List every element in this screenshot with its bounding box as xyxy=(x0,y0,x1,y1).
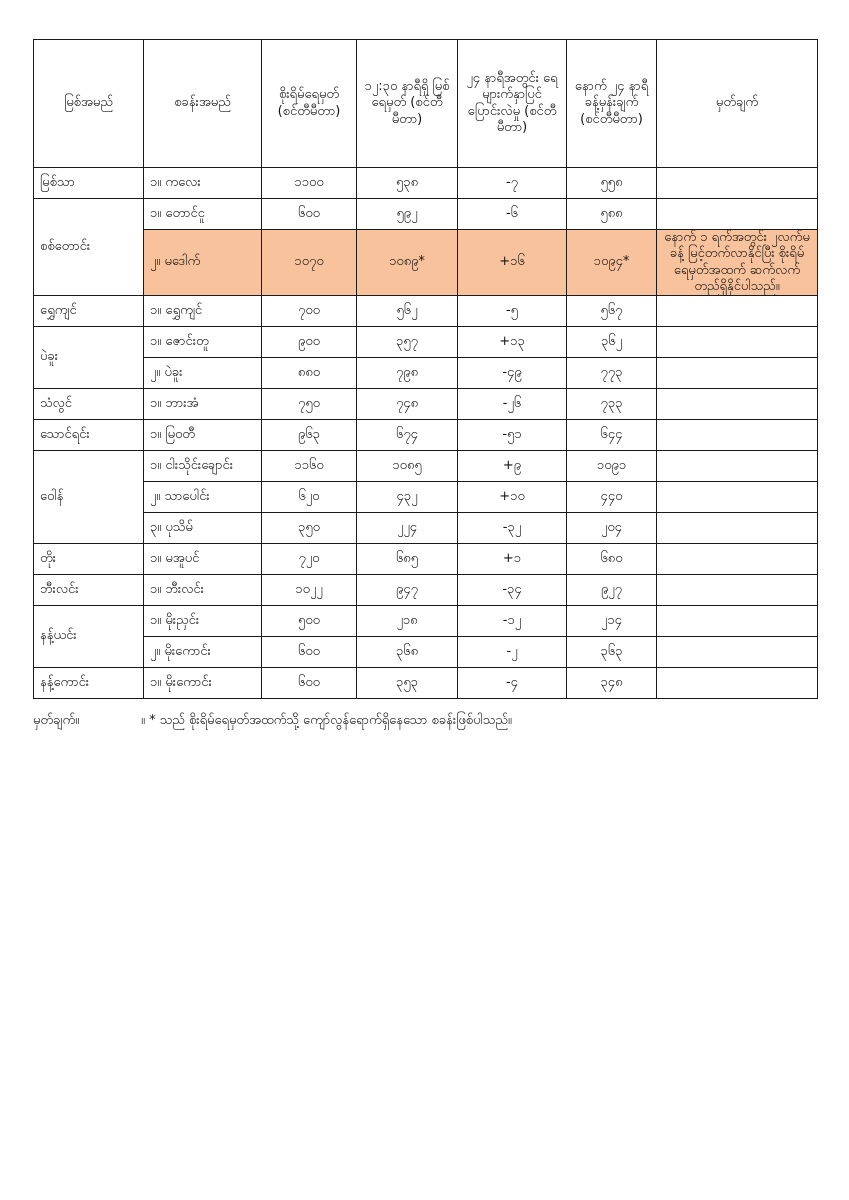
level-change-cell: -၅၁ xyxy=(458,420,567,451)
current-level-cell: ၇၉၈ xyxy=(357,358,458,389)
danger-level-cell: ၅၀၀ xyxy=(262,606,357,637)
remark-cell xyxy=(657,327,818,358)
remark-cell xyxy=(657,199,818,230)
remark-cell xyxy=(657,575,818,606)
danger-level-cell: ၆၀၀ xyxy=(262,668,357,699)
level-change-cell: +၁၀ xyxy=(458,482,567,513)
forecast-cell: ၇၇၃ xyxy=(567,358,657,389)
danger-level-cell: ၇၅၀ xyxy=(262,389,357,420)
level-change-cell: -၂ xyxy=(458,637,567,668)
station-name-cell: ၁။ ရွှေကျင် xyxy=(144,296,262,327)
forecast-cell: ၁၀၉၁ xyxy=(567,451,657,482)
danger-level-cell: ၇၂၀ xyxy=(262,544,357,575)
table-row xyxy=(34,420,818,451)
current-level-cell: ၇၄၈ xyxy=(357,389,458,420)
header-river-name: မြစ်အမည် xyxy=(34,40,144,168)
header-24h-change: ၂၄ နာရီအတွင်း ရေများက်နှာပြင် ပြောင်းလဲမှု (စင်တီမီတာ) xyxy=(458,40,567,168)
station-name-cell: ၁။ ကလေး xyxy=(144,168,262,199)
remark-cell xyxy=(657,451,818,482)
danger-level-cell: ၉၀၀ xyxy=(262,327,357,358)
danger-level-cell: ၁၀၂၂ xyxy=(262,575,357,606)
station-name-cell: ၁။ ဇောင်းတူ xyxy=(144,327,262,358)
station-name-cell: ၂။ မိုးကောင်း xyxy=(144,637,262,668)
level-change-cell: +၉ xyxy=(458,451,567,482)
header-24h-forecast: နောက် ၂၄ နာရီ ခန့်မှန်းချက် (စင်တီမီတာ) xyxy=(567,40,657,168)
level-change-cell: +၁ xyxy=(458,544,567,575)
table-row xyxy=(34,389,818,420)
river-name-cell: နန့်ယင်း xyxy=(34,606,144,668)
danger-level-cell: ၁၁၆၀ xyxy=(262,451,357,482)
remark-cell xyxy=(657,420,818,451)
current-level-cell: ၄၃၂ xyxy=(357,482,458,513)
station-name-cell: ၁။ ငါးသိုင်းချောင်း xyxy=(144,451,262,482)
header-danger-level: စိုးရိမ်ရေမှတ် (စင်တီမီတာ) xyxy=(262,40,357,168)
remark-cell xyxy=(657,513,818,544)
river-level-table xyxy=(33,39,818,699)
current-level-cell: ၅၆၂ xyxy=(357,296,458,327)
remark-cell xyxy=(657,637,818,668)
table-row xyxy=(34,327,818,358)
table-row xyxy=(34,358,818,389)
river-name-cell: ရွှေကျင် xyxy=(34,296,144,327)
forecast-cell: ၄၄၀ xyxy=(567,482,657,513)
forecast-cell: ၂၁၄ xyxy=(567,606,657,637)
danger-level-cell: ၆၀၀ xyxy=(262,637,357,668)
station-name-cell: ၂။ ပဲခူး xyxy=(144,358,262,389)
station-name-cell: ၁။ မြဝတီ xyxy=(144,420,262,451)
station-name-cell: ၁။ ဘားအံ xyxy=(144,389,262,420)
station-name-cell: ၁။ မအူပင် xyxy=(144,544,262,575)
river-name-cell: သံလွင် xyxy=(34,389,144,420)
current-level-cell: ၉၄၇ xyxy=(357,575,458,606)
river-name-cell: ဘီးလင်း xyxy=(34,575,144,606)
forecast-cell: ၃၆၃ xyxy=(567,637,657,668)
station-name-cell: ၁။ တောင်ငူ xyxy=(144,199,262,230)
remark-cell xyxy=(657,606,818,637)
danger-level-cell: ၉၆၃ xyxy=(262,420,357,451)
current-level-cell: ၁၀၈၉* xyxy=(357,230,458,296)
remark-cell xyxy=(657,544,818,575)
river-name-cell: တိုး xyxy=(34,544,144,575)
forecast-cell: ၅၆၇ xyxy=(567,296,657,327)
remark-cell xyxy=(657,482,818,513)
header-remark: မှတ်ချက် xyxy=(657,40,818,168)
current-level-cell: ၃၅၇ xyxy=(357,327,458,358)
level-change-cell: -၃၂ xyxy=(458,513,567,544)
table-row xyxy=(34,230,818,296)
table-row xyxy=(34,544,818,575)
forecast-cell: ၃၄၈ xyxy=(567,668,657,699)
river-name-cell: စစ်တောင်း xyxy=(34,199,144,296)
current-level-cell: ၅၃၈ xyxy=(357,168,458,199)
danger-level-cell: ၈၈၀ xyxy=(262,358,357,389)
station-name-cell: ၂။ မဒေါက် xyxy=(144,230,262,296)
river-name-cell: ပဲခူး xyxy=(34,327,144,389)
danger-level-cell: ၁၀၇၀ xyxy=(262,230,357,296)
forecast-cell: ၃၆၂ xyxy=(567,327,657,358)
river-name-cell: သောင်ရင်း xyxy=(34,420,144,451)
station-name-cell: ၃။ ပုသိမ် xyxy=(144,513,262,544)
footer-label: မှတ်ချက်။ xyxy=(33,713,80,728)
level-change-cell: -၆ xyxy=(458,199,567,230)
current-level-cell: ၃၅၃ xyxy=(357,668,458,699)
remark-cell: နောက် ၁ ရက်အတွင်း ၂လက်မခန့် မြင့်တက်လာနိုင်ပြီး စိုးရိမ်ရေမှတ်အထက် ဆက်လက်တည်ရှိနိုင်ပါသည်။ xyxy=(657,230,818,296)
danger-level-cell: ၃၅၀ xyxy=(262,513,357,544)
footer-note xyxy=(33,712,817,731)
remark-cell xyxy=(657,389,818,420)
forecast-cell: ၁၀၉၄* xyxy=(567,230,657,296)
level-change-cell: +၁၆ xyxy=(458,230,567,296)
table-header-row xyxy=(34,40,818,168)
level-change-cell: +၁၃ xyxy=(458,327,567,358)
table-row xyxy=(34,482,818,513)
header-station-name: စခန်းအမည် xyxy=(144,40,262,168)
current-level-cell: ၂၁၈ xyxy=(357,606,458,637)
forecast-cell: ၅၈၈ xyxy=(567,199,657,230)
remark-cell xyxy=(657,668,818,699)
forecast-cell: ၆၄၄ xyxy=(567,420,657,451)
danger-level-cell: ၆၀၀ xyxy=(262,199,357,230)
river-name-cell: မြစ်သာ xyxy=(34,168,144,199)
level-change-cell: -၄ xyxy=(458,668,567,699)
level-change-cell: -၃၄ xyxy=(458,575,567,606)
river-name-cell: နန့်ကောင်း xyxy=(34,668,144,699)
table-row xyxy=(34,668,818,699)
table-row xyxy=(34,637,818,668)
station-name-cell: ၂။ သာပေါင်း xyxy=(144,482,262,513)
table-row xyxy=(34,296,818,327)
current-level-cell: ၅၉၂ xyxy=(357,199,458,230)
forecast-cell: ၂၀၄ xyxy=(567,513,657,544)
danger-level-cell: ၇၀၀ xyxy=(262,296,357,327)
current-level-cell: ၆၇၄ xyxy=(357,420,458,451)
table-row xyxy=(34,168,818,199)
level-change-cell: -၁၂ xyxy=(458,606,567,637)
forecast-cell: ၆၈၀ xyxy=(567,544,657,575)
forecast-cell: ၉၂၇ xyxy=(567,575,657,606)
remark-cell xyxy=(657,296,818,327)
table-row xyxy=(34,575,818,606)
current-level-cell: ၃၆၈ xyxy=(357,637,458,668)
current-level-cell: ၆၈၅ xyxy=(357,544,458,575)
footer-text: ။ * သည် စိုးရိမ်ရေမှတ်အထက်သို့ ကျော်လွန်ရောက်ရှိနေသော စခန်းဖြစ်ပါသည်။ xyxy=(141,713,512,728)
table-row xyxy=(34,513,818,544)
station-name-cell: ၁။ မိုးညှင်း xyxy=(144,606,262,637)
level-change-cell: -၇ xyxy=(458,168,567,199)
forecast-cell: ၇၃၃ xyxy=(567,389,657,420)
river-name-cell: ဝေါန် xyxy=(34,451,144,544)
danger-level-cell: ၆၂၀ xyxy=(262,482,357,513)
table-row xyxy=(34,199,818,230)
table-body xyxy=(34,168,818,699)
remark-cell xyxy=(657,358,818,389)
danger-level-cell: ၁၁၀၀ xyxy=(262,168,357,199)
level-change-cell: -၄၉ xyxy=(458,358,567,389)
table-row xyxy=(34,451,818,482)
station-name-cell: ၁။ ဘီးလင်း xyxy=(144,575,262,606)
level-change-cell: -၅ xyxy=(458,296,567,327)
station-name-cell: ၁။ မိုးကောင်း xyxy=(144,668,262,699)
header-current-level: ၁၂:၃၀ နာရီရှိ မြစ်ရေမှတ် (စင်တီမီတာ) xyxy=(357,40,458,168)
current-level-cell: ၂၂၄ xyxy=(357,513,458,544)
table-row xyxy=(34,606,818,637)
remark-cell xyxy=(657,168,818,199)
forecast-cell: ၅၅၈ xyxy=(567,168,657,199)
level-change-cell: -၂၆ xyxy=(458,389,567,420)
current-level-cell: ၁၀၈၅ xyxy=(357,451,458,482)
